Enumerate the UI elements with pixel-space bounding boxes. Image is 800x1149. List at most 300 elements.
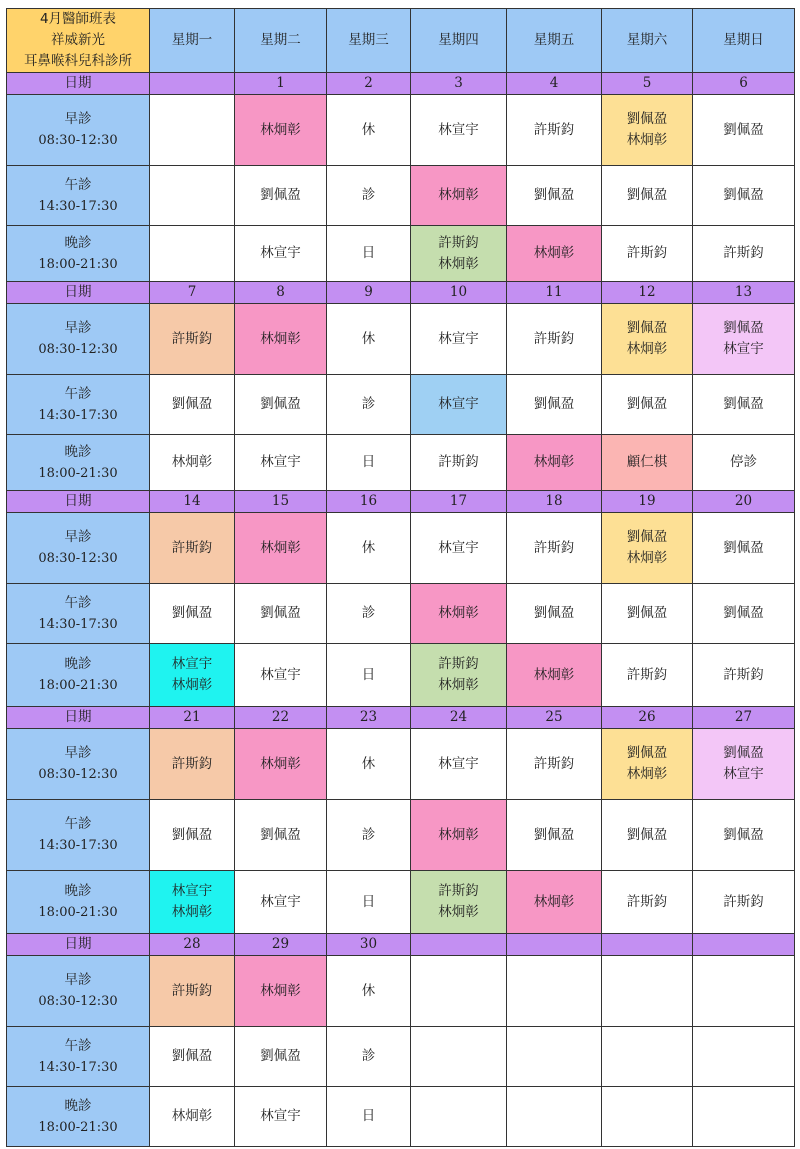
session-row-afternoon — [7, 584, 795, 644]
session-label-afternoon — [7, 584, 150, 644]
doctor-name: 劉佩盈 — [723, 121, 764, 138]
doctor-name: 林宣宇 — [260, 454, 301, 470]
doctor-name: 許斯鈞 — [438, 883, 479, 899]
shift-cell — [150, 226, 235, 282]
doctor-name: 林宣宇 — [438, 539, 479, 556]
shift-cell — [235, 513, 327, 584]
shift-cell — [411, 435, 507, 491]
shift-cell — [150, 956, 235, 1027]
date-cell-mon: 28 — [150, 934, 235, 956]
date-cell-sat: 26 — [602, 707, 693, 729]
session-row-afternoon — [7, 166, 795, 226]
shift-cell — [150, 800, 235, 871]
shift-cell — [150, 729, 235, 800]
shift-cell — [150, 584, 235, 644]
shift-cell — [327, 644, 411, 707]
session-label-evening — [7, 871, 150, 934]
doctor-name: 林炯彰 — [438, 826, 479, 843]
shift-cell — [235, 166, 327, 226]
session-row-evening — [7, 644, 795, 707]
shift-cell — [693, 304, 795, 375]
shift-cell — [693, 644, 795, 707]
doctor-name: 林炯彰 — [438, 677, 479, 693]
shift-cell — [150, 435, 235, 491]
date-cell-thu: 24 — [411, 707, 507, 729]
doctor-name: 林炯彰 — [533, 893, 575, 910]
session-time: 08:30-12:30 — [38, 994, 118, 1009]
doctor-name: 林宣宇 — [723, 341, 764, 357]
header-row — [7, 9, 795, 73]
clinic-title-line: 耳鼻喉科兒科診所 — [24, 53, 132, 69]
doctor-name: 日 — [361, 245, 376, 261]
shift-cell — [411, 166, 507, 226]
date-cell-sun: 27 — [693, 707, 795, 729]
session-name: 午診 — [64, 1037, 92, 1054]
shift-cell — [327, 166, 411, 226]
shift-cell — [411, 871, 507, 934]
date-cell-tue: 22 — [235, 707, 327, 729]
shift-cell — [693, 871, 795, 934]
doctor-name: 劉佩盈 — [171, 1048, 213, 1064]
date-row — [7, 934, 795, 956]
doctor-name: 劉佩盈 — [533, 605, 575, 621]
session-label-evening — [7, 644, 150, 707]
shift-cell — [411, 729, 507, 800]
shift-cell — [693, 956, 795, 1027]
shift-cell — [150, 1087, 235, 1147]
doctor-name: 劉佩盈 — [626, 826, 668, 843]
shift-cell — [507, 871, 602, 934]
date-cell-sat: 12 — [602, 282, 693, 304]
shift-cell — [507, 304, 602, 375]
doctor-name: 許斯鈞 — [626, 245, 668, 261]
date-label: 日期 — [7, 491, 150, 513]
shift-cell — [327, 871, 411, 934]
shift-cell — [235, 304, 327, 375]
doctor-name: 劉佩盈 — [723, 826, 764, 843]
shift-cell — [327, 375, 411, 435]
session-name: 午診 — [64, 594, 92, 611]
date-row — [7, 73, 795, 95]
shift-cell — [327, 304, 411, 375]
session-time: 18:00-21:30 — [38, 1119, 118, 1135]
shift-cell — [602, 729, 693, 800]
session-time: 18:00-21:30 — [38, 465, 118, 481]
doctor-name: 許斯鈞 — [171, 330, 213, 347]
shift-cell — [507, 95, 602, 166]
day-header-fri: 星期五 — [507, 9, 602, 73]
doctor-name: 劉佩盈 — [171, 396, 213, 412]
day-header-mon: 星期一 — [150, 9, 235, 73]
doctor-name: 劉佩盈 — [171, 826, 213, 843]
shift-cell — [507, 1087, 602, 1147]
date-cell-sun: 6 — [693, 73, 795, 95]
session-label-morning — [7, 95, 150, 166]
shift-cell — [327, 1027, 411, 1087]
doctor-name: 許斯鈞 — [723, 245, 764, 261]
session-time: 14:30-17:30 — [38, 407, 118, 423]
shift-cell — [507, 435, 602, 491]
doctor-name: 許斯鈞 — [533, 121, 575, 138]
date-cell-thu: 17 — [411, 491, 507, 513]
doctor-name: 許斯鈞 — [171, 982, 213, 999]
doctor-name: 劉佩盈 — [533, 826, 575, 843]
date-cell-sun: 13 — [693, 282, 795, 304]
shift-cell — [235, 435, 327, 491]
doctor-name: 劉佩盈 — [723, 745, 764, 761]
schedule-body — [7, 9, 795, 1147]
shift-cell — [235, 800, 327, 871]
shift-cell — [602, 1027, 693, 1087]
session-label-evening — [7, 435, 150, 491]
date-cell-sat: 5 — [602, 73, 693, 95]
doctor-name: 日 — [361, 666, 376, 683]
doctor-name: 林宣宇 — [171, 656, 213, 672]
date-cell-sat: 19 — [602, 491, 693, 513]
shift-cell — [507, 226, 602, 282]
session-name: 晚診 — [64, 1097, 92, 1114]
shift-cell — [150, 1027, 235, 1087]
shift-cell — [693, 435, 795, 491]
date-cell-wed: 23 — [327, 707, 411, 729]
shift-cell — [235, 226, 327, 282]
session-name: 早診 — [64, 529, 92, 545]
doctor-name: 林炯彰 — [626, 132, 668, 148]
shift-cell — [235, 584, 327, 644]
shift-cell — [235, 871, 327, 934]
shift-cell — [150, 513, 235, 584]
shift-cell — [693, 800, 795, 871]
doctor-name: 林宣宇 — [260, 893, 301, 910]
doctor-name: 劉佩盈 — [723, 539, 764, 556]
date-cell-mon — [150, 73, 235, 95]
session-name: 早診 — [64, 745, 92, 761]
doctor-name: 休 — [361, 982, 376, 999]
session-row-morning — [7, 95, 795, 166]
session-name: 早診 — [64, 972, 92, 988]
doctor-name: 林炯彰 — [171, 677, 213, 693]
session-label-evening — [7, 226, 150, 282]
date-cell-mon: 14 — [150, 491, 235, 513]
shift-cell — [235, 644, 327, 707]
shift-cell — [693, 375, 795, 435]
session-row-afternoon — [7, 1027, 795, 1087]
doctor-name: 劉佩盈 — [260, 826, 301, 843]
shift-cell — [411, 375, 507, 435]
doctor-name: 許斯鈞 — [533, 755, 575, 772]
date-cell-mon: 21 — [150, 707, 235, 729]
doctor-name: 診 — [361, 187, 376, 203]
doctor-name: 許斯鈞 — [626, 666, 668, 683]
doctor-name: 林炯彰 — [260, 755, 301, 772]
session-label-morning — [7, 304, 150, 375]
doctor-name: 林宣宇 — [438, 121, 479, 138]
doctor-name: 劉佩盈 — [260, 605, 301, 621]
shift-cell — [411, 956, 507, 1027]
session-row-afternoon — [7, 375, 795, 435]
doctor-name: 林宣宇 — [723, 766, 764, 782]
session-name: 午診 — [64, 816, 92, 832]
doctor-name: 診 — [361, 396, 376, 412]
date-cell-wed: 30 — [327, 934, 411, 956]
shift-cell — [411, 584, 507, 644]
shift-cell — [327, 584, 411, 644]
doctor-name: 休 — [361, 330, 376, 347]
doctor-name: 日 — [361, 1108, 376, 1124]
session-name: 晚診 — [64, 883, 92, 899]
shift-cell — [693, 1027, 795, 1087]
shift-cell — [507, 729, 602, 800]
shift-cell — [507, 375, 602, 435]
shift-cell — [411, 644, 507, 707]
doctor-name: 林炯彰 — [533, 666, 575, 683]
day-header-sat: 星期六 — [602, 9, 693, 73]
date-cell-sun: 20 — [693, 491, 795, 513]
doctor-name: 許斯鈞 — [533, 539, 575, 556]
doctor-name: 林炯彰 — [438, 605, 479, 621]
date-cell-mon: 7 — [150, 282, 235, 304]
shift-cell — [411, 95, 507, 166]
shift-cell — [235, 95, 327, 166]
shift-cell — [327, 1087, 411, 1147]
doctor-name: 劉佩盈 — [626, 529, 668, 545]
shift-cell — [411, 1087, 507, 1147]
doctor-name: 劉佩盈 — [626, 396, 668, 412]
doctor-name: 休 — [361, 121, 376, 138]
session-time: 08:30-12:30 — [38, 342, 118, 357]
shift-cell — [411, 1027, 507, 1087]
session-row-evening — [7, 1087, 795, 1147]
date-label: 日期 — [7, 707, 150, 729]
shift-cell — [602, 304, 693, 375]
day-header-tue: 星期二 — [235, 9, 327, 73]
doctor-name: 許斯鈞 — [171, 755, 213, 772]
session-time: 14:30-17:30 — [38, 616, 118, 632]
shift-cell — [327, 435, 411, 491]
doctor-name: 林炯彰 — [171, 1108, 213, 1124]
date-label: 日期 — [7, 282, 150, 304]
shift-cell — [327, 956, 411, 1027]
day-header-sun: 星期日 — [693, 9, 795, 73]
shift-cell — [507, 166, 602, 226]
shift-cell — [693, 584, 795, 644]
doctor-name: 林炯彰 — [438, 255, 479, 272]
doctor-name: 劉佩盈 — [533, 187, 575, 203]
session-name: 午診 — [64, 385, 92, 402]
session-label-afternoon — [7, 800, 150, 871]
clinic-title — [7, 9, 150, 73]
shift-cell — [602, 1087, 693, 1147]
session-time: 18:00-21:30 — [38, 905, 118, 920]
session-time: 14:30-17:30 — [38, 1059, 118, 1075]
date-cell-fri: 25 — [507, 707, 602, 729]
shift-cell — [411, 800, 507, 871]
session-name: 早診 — [64, 320, 92, 336]
shift-cell — [602, 226, 693, 282]
shift-cell — [235, 956, 327, 1027]
session-row-afternoon — [7, 800, 795, 871]
shift-cell — [411, 226, 507, 282]
date-row — [7, 282, 795, 304]
day-header-thu: 星期四 — [411, 9, 507, 73]
shift-cell — [150, 166, 235, 226]
session-label-morning — [7, 729, 150, 800]
shift-cell — [602, 435, 693, 491]
doctor-name: 劉佩盈 — [723, 396, 764, 412]
doctor-name: 劉佩盈 — [723, 320, 764, 336]
shift-cell — [693, 166, 795, 226]
date-cell-thu: 10 — [411, 282, 507, 304]
date-cell-wed: 2 — [327, 73, 411, 95]
session-row-morning — [7, 956, 795, 1027]
doctor-name: 林宣宇 — [171, 883, 213, 899]
doctor-schedule-table — [6, 8, 795, 1147]
shift-cell — [602, 513, 693, 584]
shift-cell — [327, 513, 411, 584]
doctor-name: 劉佩盈 — [723, 605, 764, 621]
date-cell-tue: 29 — [235, 934, 327, 956]
shift-cell — [693, 95, 795, 166]
session-label-evening — [7, 1087, 150, 1147]
doctor-name: 許斯鈞 — [438, 454, 479, 470]
doctor-name: 劉佩盈 — [171, 605, 213, 621]
date-cell-fri: 11 — [507, 282, 602, 304]
session-time: 08:30-12:30 — [38, 133, 118, 148]
doctor-name: 日 — [361, 454, 376, 470]
doctor-name: 劉佩盈 — [626, 111, 668, 127]
doctor-name: 林宣宇 — [438, 755, 479, 772]
doctor-name: 林炯彰 — [626, 550, 668, 566]
date-cell-sat — [602, 934, 693, 956]
doctor-name: 休 — [361, 755, 376, 772]
session-label-morning — [7, 956, 150, 1027]
doctor-name: 林宣宇 — [438, 330, 479, 347]
session-time: 14:30-17:30 — [38, 838, 118, 853]
doctor-name: 許斯鈞 — [438, 656, 479, 672]
doctor-name: 劉佩盈 — [260, 187, 301, 203]
doctor-name: 林炯彰 — [626, 341, 668, 357]
session-name: 晚診 — [64, 443, 92, 460]
session-row-morning — [7, 729, 795, 800]
shift-cell — [235, 1087, 327, 1147]
doctor-name: 林炯彰 — [626, 766, 668, 782]
session-row-evening — [7, 871, 795, 934]
doctor-name: 林炯彰 — [533, 454, 575, 470]
shift-cell — [602, 166, 693, 226]
doctor-name: 許斯鈞 — [723, 893, 764, 910]
shift-cell — [602, 584, 693, 644]
session-name: 晚診 — [64, 234, 92, 251]
shift-cell — [602, 375, 693, 435]
date-label: 日期 — [7, 934, 150, 956]
doctor-name: 劉佩盈 — [626, 745, 668, 761]
doctor-name: 林炯彰 — [260, 539, 301, 556]
doctor-name: 診 — [361, 826, 376, 843]
shift-cell — [507, 584, 602, 644]
shift-cell — [235, 375, 327, 435]
shift-cell — [602, 644, 693, 707]
clinic-title-line: 祥威新光 — [51, 32, 105, 48]
shift-cell — [150, 375, 235, 435]
shift-cell — [150, 304, 235, 375]
clinic-title-line: 4月醫師班表 — [39, 11, 117, 27]
session-time: 08:30-12:30 — [38, 767, 118, 782]
doctor-name: 劉佩盈 — [626, 320, 668, 336]
doctor-name: 林宣宇 — [260, 1108, 301, 1124]
doctor-name: 林炯彰 — [438, 904, 479, 920]
shift-cell — [411, 304, 507, 375]
shift-cell — [150, 871, 235, 934]
doctor-name: 劉佩盈 — [723, 187, 764, 203]
day-header-wed: 星期三 — [327, 9, 411, 73]
shift-cell — [693, 226, 795, 282]
shift-cell — [235, 729, 327, 800]
session-time: 14:30-17:30 — [38, 198, 118, 214]
doctor-name: 林炯彰 — [533, 245, 575, 261]
date-cell-fri: 4 — [507, 73, 602, 95]
shift-cell — [327, 729, 411, 800]
doctor-name: 林炯彰 — [171, 904, 213, 920]
shift-cell — [507, 513, 602, 584]
doctor-name: 許斯鈞 — [171, 539, 213, 556]
shift-cell — [327, 800, 411, 871]
shift-cell — [411, 513, 507, 584]
doctor-name: 林宣宇 — [438, 396, 479, 412]
date-cell-tue: 8 — [235, 282, 327, 304]
doctor-name: 診 — [361, 1048, 376, 1064]
session-name: 午診 — [64, 176, 92, 193]
date-row — [7, 707, 795, 729]
doctor-name: 劉佩盈 — [533, 396, 575, 412]
doctor-name: 林炯彰 — [171, 454, 213, 470]
shift-cell — [150, 95, 235, 166]
session-time: 08:30-12:30 — [38, 551, 118, 566]
session-label-afternoon — [7, 1027, 150, 1087]
session-time: 18:00-21:30 — [38, 678, 118, 693]
doctor-name: 林炯彰 — [260, 330, 301, 347]
shift-cell — [602, 956, 693, 1027]
session-label-morning — [7, 513, 150, 584]
session-label-afternoon — [7, 166, 150, 226]
shift-cell — [507, 644, 602, 707]
date-cell-wed: 16 — [327, 491, 411, 513]
shift-cell — [693, 1087, 795, 1147]
date-cell-tue: 15 — [235, 491, 327, 513]
date-label: 日期 — [7, 73, 150, 95]
doctor-name: 許斯鈞 — [723, 666, 764, 683]
doctor-name: 診 — [361, 605, 376, 621]
date-cell-thu — [411, 934, 507, 956]
doctor-name: 顧仁棋 — [626, 454, 668, 470]
session-time: 18:00-21:30 — [38, 256, 118, 272]
doctor-name: 劉佩盈 — [626, 605, 668, 621]
doctor-name: 林宣宇 — [260, 666, 301, 683]
shift-cell — [602, 871, 693, 934]
shift-cell — [507, 1027, 602, 1087]
doctor-name: 日 — [361, 893, 376, 910]
doctor-name: 林宣宇 — [260, 245, 301, 261]
shift-cell — [235, 1027, 327, 1087]
doctor-name: 劉佩盈 — [626, 187, 668, 203]
date-cell-fri: 18 — [507, 491, 602, 513]
doctor-name: 林炯彰 — [260, 121, 301, 138]
doctor-name: 劉佩盈 — [260, 1048, 301, 1064]
shift-cell — [693, 729, 795, 800]
doctor-name: 停診 — [730, 454, 757, 470]
doctor-name: 許斯鈞 — [438, 234, 479, 251]
doctor-name: 休 — [361, 539, 376, 556]
date-cell-thu: 3 — [411, 73, 507, 95]
